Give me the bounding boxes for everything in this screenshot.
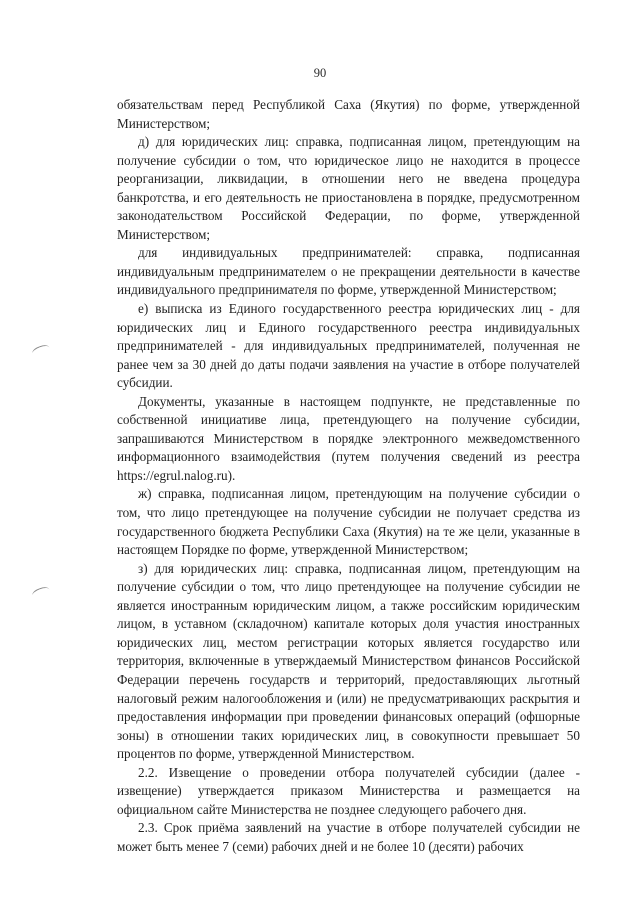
paragraph: д) для юридических лиц: справка, подписанная лицом, претендующим на получение субсидии о том, что юридическое лицо не находится в процессе реорганизации, ликвидации, в отношении него не введена процедура банкротства, и его деятельность не приостановлена в порядке, предусмотренном законодательством Российской Федерации, по форме, утвержденной Министерством;: [117, 134, 580, 242]
paragraph: для индивидуальных предпринимателей: справка, подписанная индивидуальным предпринимателем о не прекращении деятельности в качестве индивидуального предпринимателя по форме, утвержденной Министерством;: [117, 245, 580, 298]
paragraph: обязательствам перед Республикой Саха (Якутия) по форме, утвержденной Министерством;: [117, 97, 580, 131]
paragraph: Документы, указанные в настоящем подпункте, не представленные по собственной инициативе лица, претендующего на получение субсидии, запрашиваются Министерством в порядке электронного межведомственного информационного взаимодействия (путем получения сведений из реестра https://egrul.nalog.ru).: [117, 393, 580, 483]
hole-punch-mark: [31, 343, 51, 358]
paragraph: 2.2. Извещение о проведении отбора получателей субсидии (далее - извещение) утверждается приказом Министерства и размещается на официальном сайте Министерства не позднее следующего рабочего дня.: [117, 764, 580, 817]
paragraph: з) для юридических лиц: справка, подписанная лицом, претендующим на получение субсидии о том, что лицо претендующее на получение субсидии не является иностранным юридическим лицом, а также российским юридическим лицом, в уставном (складочном) капитале которых доля участия иностранных юридических лиц, местом регистрации которых является государство или территория, включенные в утверждаемый Министерством финансов Российской Федерации перечень государств и территорий, предоставляющих льготный налоговый режим налогообложения и (или) не предусматривающих раскрытия и предоставления информации при проведении финансовых операций (офшорные зоны) в отношении таких юридических лиц, в совокупности превышает 50 процентов по форме, утвержденной Министерством.: [117, 560, 580, 762]
document-body: [117, 96, 580, 856]
page-number: 90: [313, 66, 327, 80]
hole-punch-mark: [31, 585, 51, 600]
paragraph: 2.3. Срок приёма заявлений на участие в отборе получателей субсидии не может быть менее 7 (семи) рабочих дней и не более 10 (десяти) рабочих: [117, 820, 580, 854]
paragraph: ж) справка, подписанная лицом, претендующим на получение субсидии о том, что лицо претендующее на получение субсидии не получает средства из государственного бюджета Республики Саха (Якутия) на те же цели, указанные в настоящем Порядке по форме, утвержденной Министерством;: [117, 486, 580, 558]
paragraph: е) выписка из Единого государственного реестра юридических лиц - для юридических лиц и Единого государственного реестра индивидуальных предпринимателей - для индивидуальных предпринимателей, полученная не ранее чем за 30 дней до даты подачи заявления на участие в отборе получателей субсидии.: [117, 301, 580, 391]
